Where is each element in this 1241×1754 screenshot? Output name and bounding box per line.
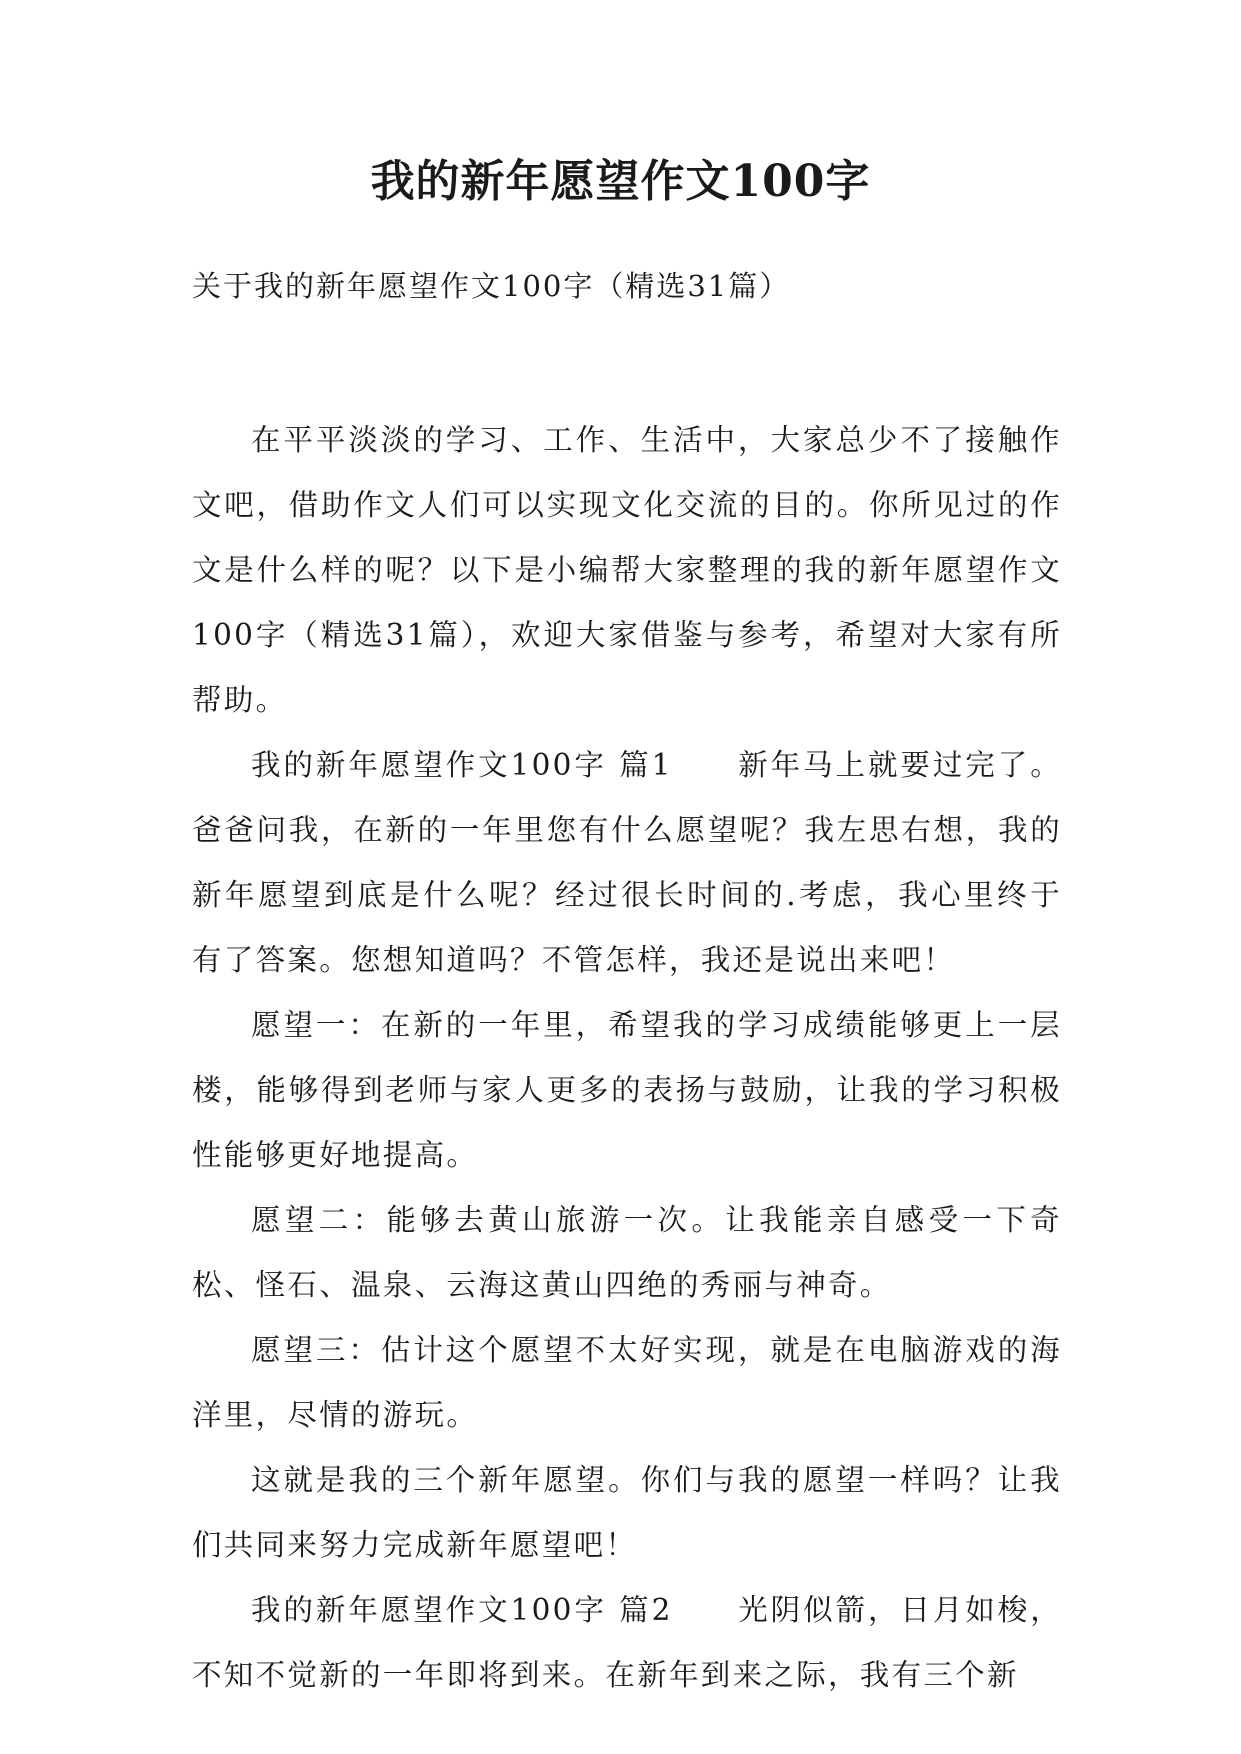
document-subtitle: 关于我的新年愿望作文100字（精选31篇） (192, 269, 791, 303)
paragraph-intro: 在平平淡淡的学习、工作、生活中，大家总少不了接触作文吧，借助作文人们可以实现文化交流的目的。你所见过的作文是什么样的呢？以下是小编帮大家整理的我的新年愿望作文100字（精选31篇），欢迎大家借鉴与参考，希望对大家有所帮助。 (192, 423, 1062, 717)
document-title: 我的新年愿望作文100字 (370, 156, 871, 207)
paragraph-wish-three: 愿望三：估计这个愿望不太好实现，就是在电脑游戏的海洋里，尽情的游玩。 (192, 1333, 1062, 1432)
paragraph-essay-1-closing: 这就是我的三个新年愿望。你们与我的愿望一样吗？让我们共同来努力完成新年愿望吧！ (192, 1463, 1062, 1562)
paragraph-essay-1-opening: 我的新年愿望作文100字 篇1 新年马上就要过完了。爸爸问我，在新的一年里您有什么愿望呢？我左思右想，我的新年愿望到底是什么呢？经过很长时间的.考虑，我心里终于有了答案。您想知道吗？不管怎样，我还是说出来吧！ (192, 748, 1062, 977)
paragraph-wish-one: 愿望一：在新的一年里，希望我的学习成绩能够更上一层楼，能够得到老师与家人更多的表扬与鼓励，让我的学习积极性能够更好地提高。 (192, 1008, 1062, 1172)
paragraph-wish-two: 愿望二：能够去黄山旅游一次。让我能亲自感受一下奇松、怪石、温泉、云海这黄山四绝的秀丽与神奇。 (192, 1203, 1062, 1302)
document-body (192, 408, 1062, 1708)
paragraph-essay-2-opening: 我的新年愿望作文100字 篇2 光阴似箭，日月如梭，不知不觉新的一年即将到来。在新年到来之际，我有三个新 (192, 1593, 1062, 1692)
